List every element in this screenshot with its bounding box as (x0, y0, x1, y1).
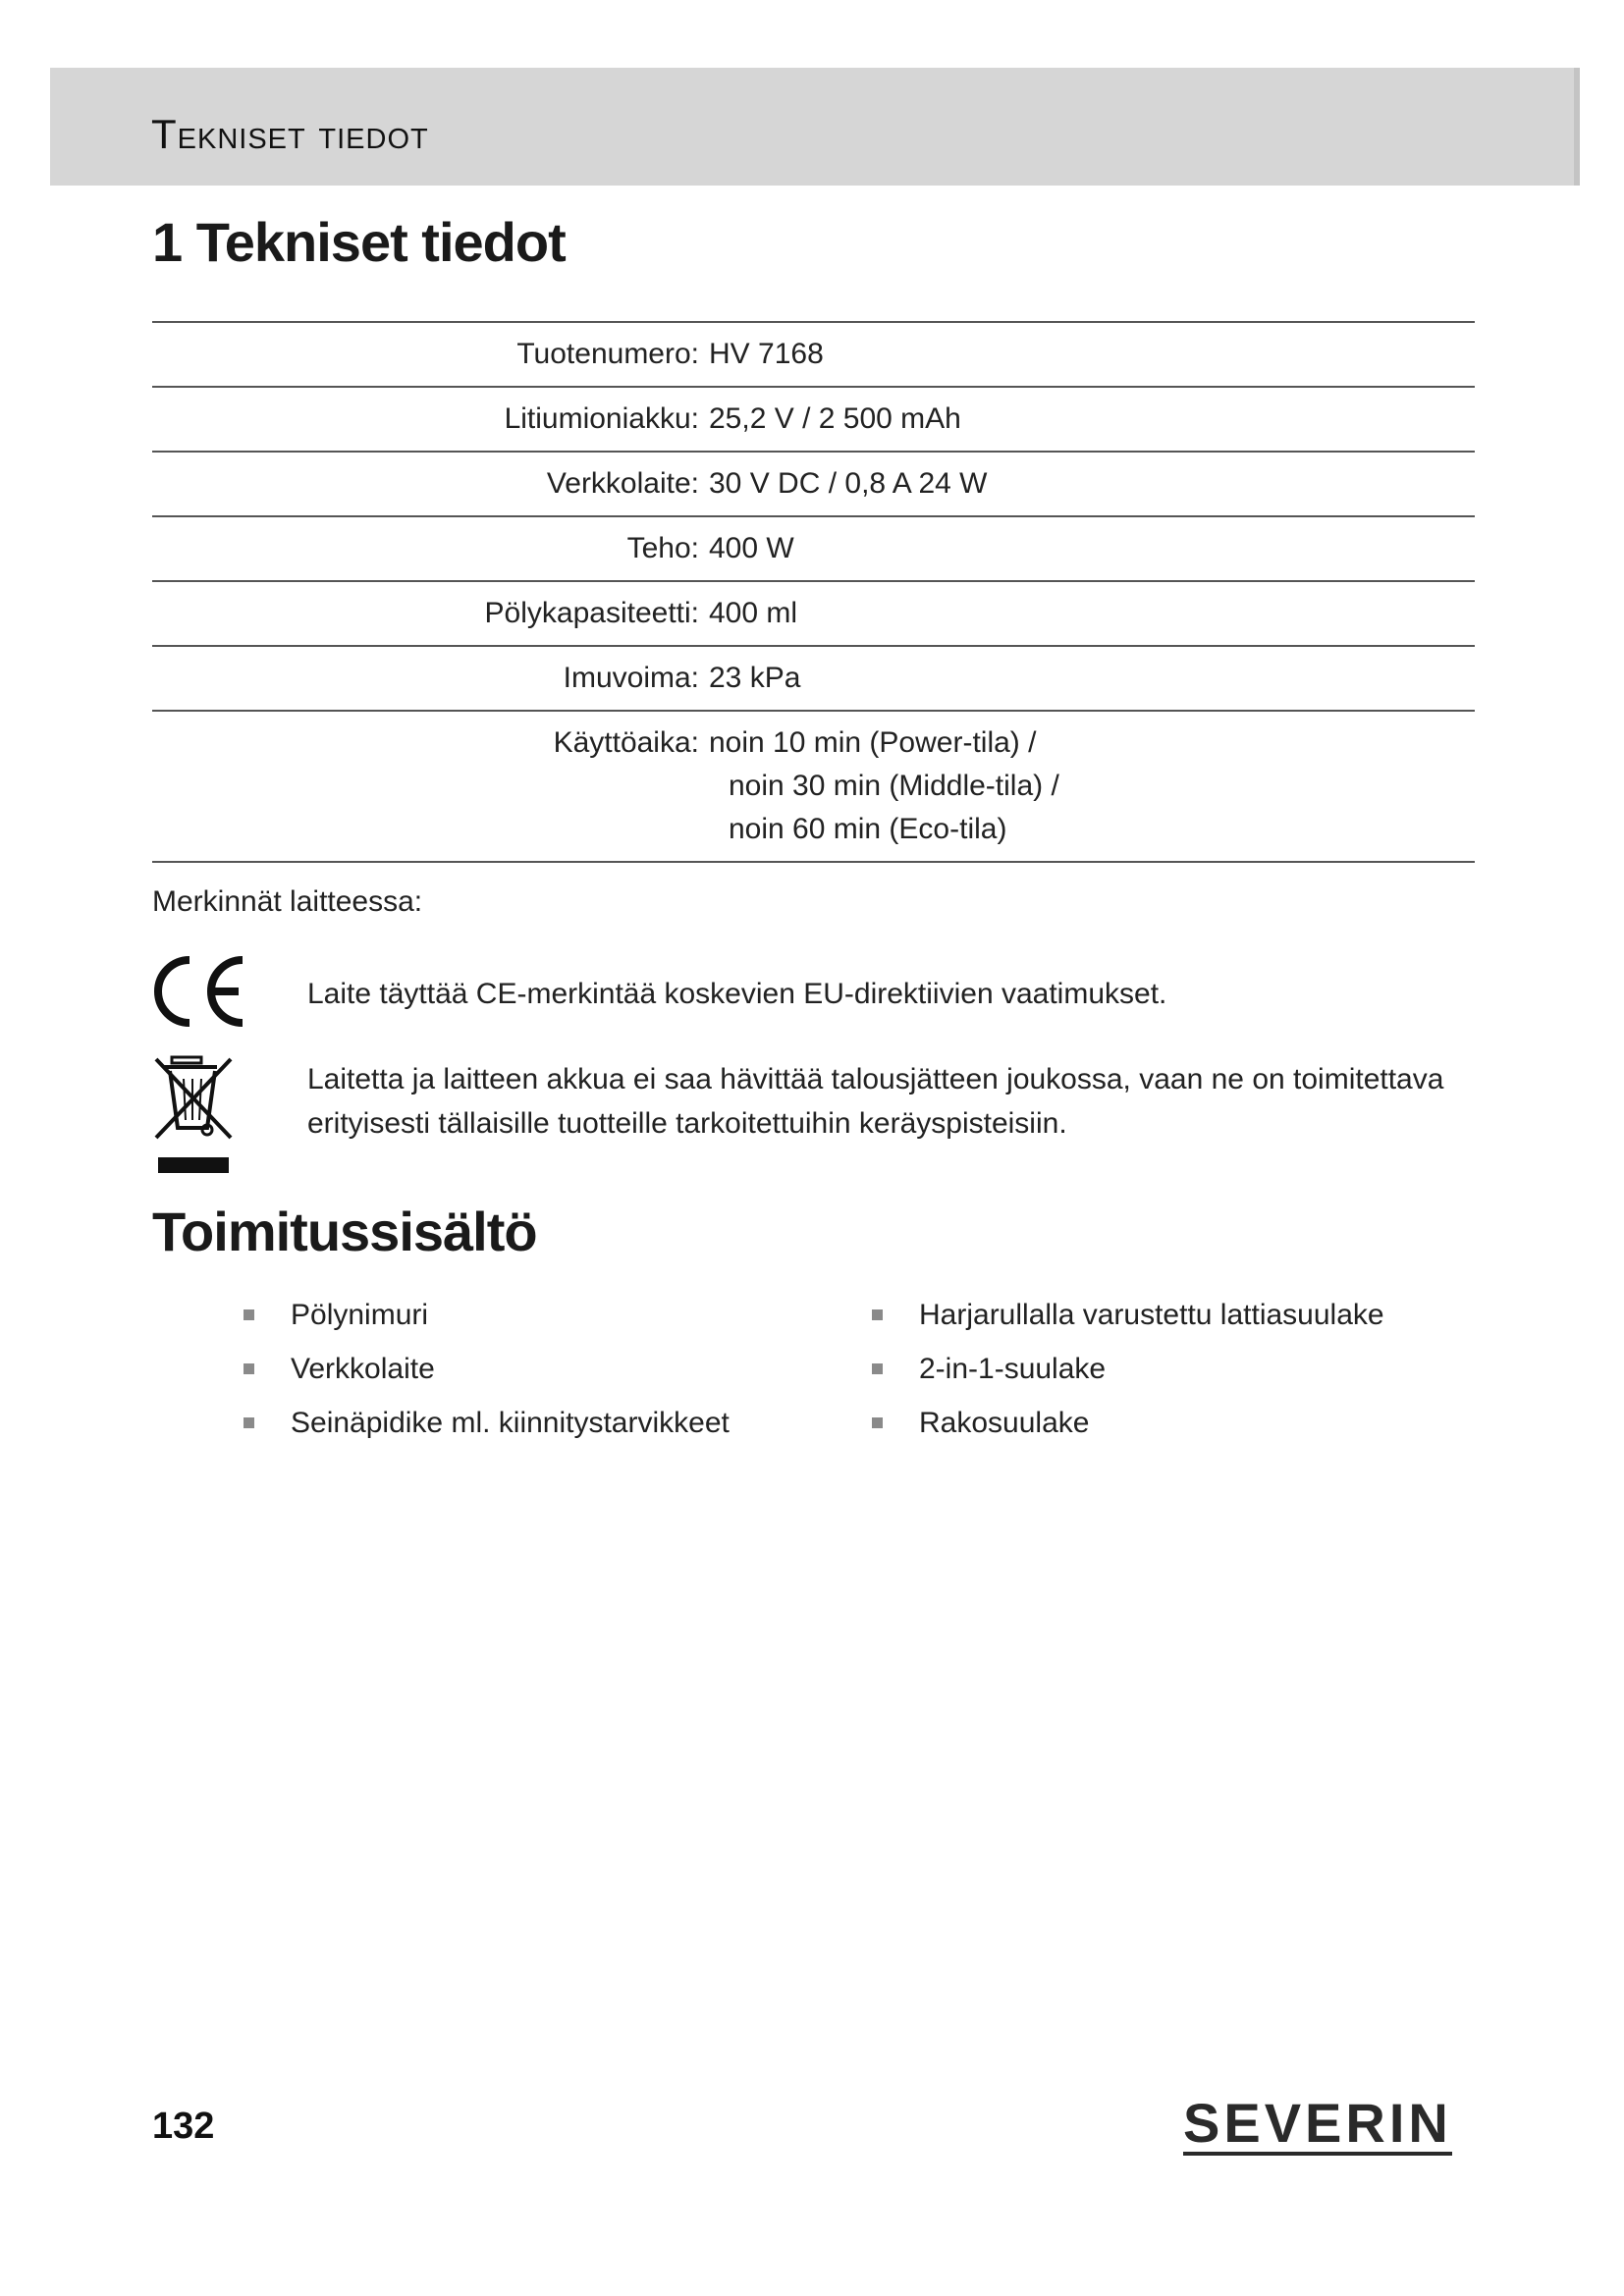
contents-title: Toimitussisältö (152, 1201, 537, 1262)
spec-value (701, 387, 1475, 452)
spec-value (701, 322, 1475, 387)
spec-row (152, 581, 1475, 646)
spec-value (701, 516, 1475, 581)
weee-marking-text: Laitetta ja laitteen akkua ei saa hävittää talousjätteen joukossa, vaan ne on toimitettava erityisesti tällaisille tuotteille tarkoitettuihin keräyspisteisiin. (307, 1063, 1444, 1140)
spec-value-line: 400 ml (709, 597, 798, 629)
spec-value-line: 25,2 V / 2 500 mAh (709, 402, 961, 435)
spec-value-line: 23 kPa (709, 662, 801, 694)
spec-value-line: 30 V DC / 0,8 A 24 W (709, 467, 988, 500)
page-number: 132 (152, 2106, 215, 2147)
contents-list-item: 2-in-1-suulake (872, 1348, 1384, 1402)
spec-value (701, 646, 1475, 711)
contents-list-right (872, 1294, 1384, 1456)
header-title: Tekniset tiedot (151, 111, 429, 157)
ce-marking-text: Laite täyttää CE-merkintää koskevien EU-direktiivien vaatimukset. (307, 978, 1167, 1010)
contents-list-item: Seinäpidike ml. kiinnitystarvikkeet (244, 1402, 730, 1456)
severin-logo: SEVERIN (1183, 2092, 1452, 2154)
spec-value (701, 452, 1475, 516)
spec-label: Litiumioniakku: (504, 402, 699, 435)
contents-list-item: Pölynimuri (244, 1294, 730, 1348)
spec-row (152, 516, 1475, 581)
spec-row (152, 322, 1475, 387)
contents-list-item: Rakosuulake (872, 1402, 1384, 1456)
spec-row (152, 387, 1475, 452)
header-band (50, 68, 1580, 186)
spec-value-line: noin 30 min (Middle-tila) / (729, 770, 1059, 802)
markings-heading: Merkinnät laitteessa: (152, 885, 423, 918)
spec-label: Verkkolaite: (546, 467, 699, 500)
spec-label: Pölykapasiteetti: (484, 597, 699, 629)
spec-value-line: HV 7168 (709, 338, 824, 370)
spec-table (152, 321, 1475, 863)
spec-label: Imuvoima: (563, 662, 699, 694)
spec-value-line: 400 W (709, 532, 794, 564)
spec-label: Teho: (626, 532, 699, 564)
spec-value (701, 581, 1475, 646)
spec-row (152, 646, 1475, 711)
section-title: 1 Tekniset tiedot (152, 211, 566, 273)
ce-marking-row (152, 954, 1478, 1033)
ce-mark-icon (152, 954, 248, 1029)
contents-list-item: Harjarullalla varustettu lattiasuulake (872, 1294, 1384, 1348)
contents-list-left (244, 1294, 730, 1456)
spec-label: Käyttöaika: (553, 726, 699, 759)
crossed-out-bin-icon (152, 1053, 237, 1177)
weee-marking-row (152, 1053, 1478, 1181)
spec-value-line: noin 10 min (Power-tila) / (709, 726, 1037, 759)
spec-value (701, 711, 1475, 862)
spec-row (152, 711, 1475, 862)
spec-row (152, 452, 1475, 516)
spec-value-line: noin 60 min (Eco-tila) (729, 813, 1007, 845)
spec-label: Tuotenumero: (516, 338, 699, 370)
contents-list-item: Verkkolaite (244, 1348, 730, 1402)
